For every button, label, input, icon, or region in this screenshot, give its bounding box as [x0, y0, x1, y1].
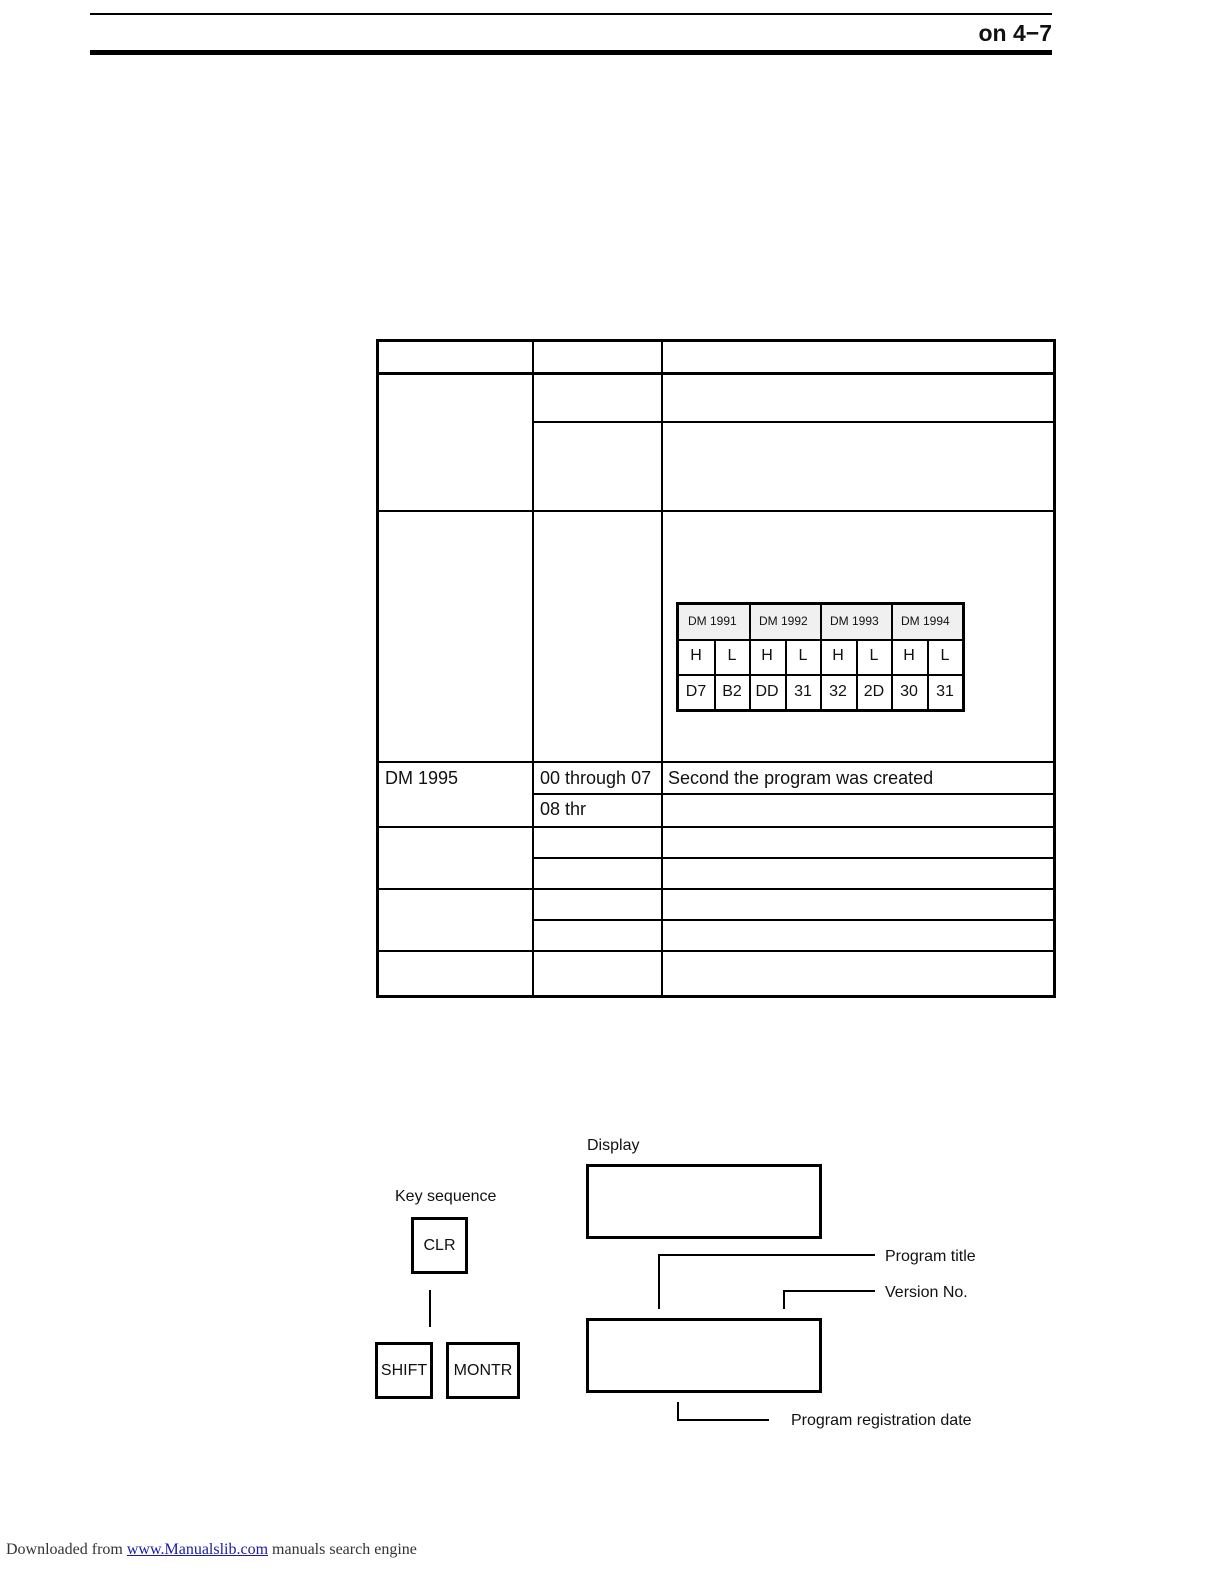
- shift-key: SHIFT: [375, 1342, 433, 1399]
- col-divider-1: [532, 342, 534, 995]
- callout-line-title-v: [658, 1254, 660, 1309]
- callout-line-date-h: [677, 1419, 769, 1421]
- dm-hl-cell: L: [798, 647, 808, 664]
- cell-bits-08: 08 thr: [540, 799, 587, 819]
- row-divider: [534, 793, 1053, 795]
- dm-value-cell: 31: [936, 683, 954, 700]
- callout-registration-date: Program registration date: [791, 1412, 972, 1429]
- dm-value-cell: DD: [755, 683, 779, 700]
- cell-bits-00-07: 00 through 07: [540, 768, 652, 788]
- callout-line-version-v: [783, 1290, 785, 1309]
- cell-address-dm1995: DM 1995: [385, 768, 459, 788]
- clr-key: CLR: [411, 1217, 468, 1274]
- display-box-bottom: [586, 1318, 822, 1393]
- section-number: on 4−7: [978, 20, 1052, 46]
- callout-program-title: Program title: [885, 1248, 976, 1265]
- footer-prefix: Downloaded from: [6, 1541, 123, 1558]
- row-divider: [379, 826, 1053, 828]
- row-divider: [379, 761, 1053, 763]
- row-divider: [534, 857, 1053, 859]
- dm-header-1994: DM 1994: [901, 614, 950, 628]
- row-divider: [534, 421, 1053, 423]
- dm-value-cell: D7: [685, 683, 707, 700]
- montr-key: MONTR: [446, 1342, 520, 1399]
- header-row-divider: [379, 372, 1053, 375]
- callout-line-title-h: [658, 1254, 875, 1256]
- display-label: Display: [587, 1137, 640, 1154]
- dm-value-cell: 2D: [863, 683, 885, 700]
- dm-hl-cell: H: [761, 647, 773, 664]
- dm-value-cell: 31: [794, 683, 812, 700]
- cell-content-second: Second the program was created: [668, 768, 934, 788]
- row-divider: [379, 510, 1053, 512]
- row-divider: [379, 950, 1053, 952]
- dm-header-1991: DM 1991: [688, 614, 737, 628]
- key-connector: [429, 1290, 431, 1327]
- header-rule-thin: [90, 13, 1052, 15]
- callout-version-no: Version No.: [885, 1284, 968, 1301]
- footer-link[interactable]: www.Manualslib.com: [126, 1541, 269, 1558]
- dm-hl-cell: H: [832, 647, 844, 664]
- callout-line-version-h: [783, 1290, 875, 1292]
- key-sequence-label: Key sequence: [395, 1188, 497, 1205]
- dm-hl-cell: L: [869, 647, 879, 664]
- row-divider: [379, 888, 1053, 890]
- dm-hl-cell: H: [690, 647, 702, 664]
- dm-value-cell: 32: [829, 683, 847, 700]
- dm-hl-cell: H: [903, 647, 915, 664]
- header-rule-thick: [90, 50, 1052, 55]
- dm-value-cell: 30: [900, 683, 918, 700]
- dm-header-1992: DM 1992: [759, 614, 808, 628]
- display-box-top: [586, 1164, 822, 1239]
- dm-hl-cell: L: [940, 647, 950, 664]
- row-divider: [534, 919, 1053, 921]
- dm-hl-cell: L: [727, 647, 737, 664]
- footer: [6, 1541, 417, 1559]
- footer-suffix: manuals search engine: [272, 1541, 417, 1558]
- dm-example-table: [676, 602, 965, 712]
- dm-value-cell: B2: [722, 683, 742, 700]
- col-divider-2: [661, 342, 663, 995]
- dm-header-1993: DM 1993: [830, 614, 879, 628]
